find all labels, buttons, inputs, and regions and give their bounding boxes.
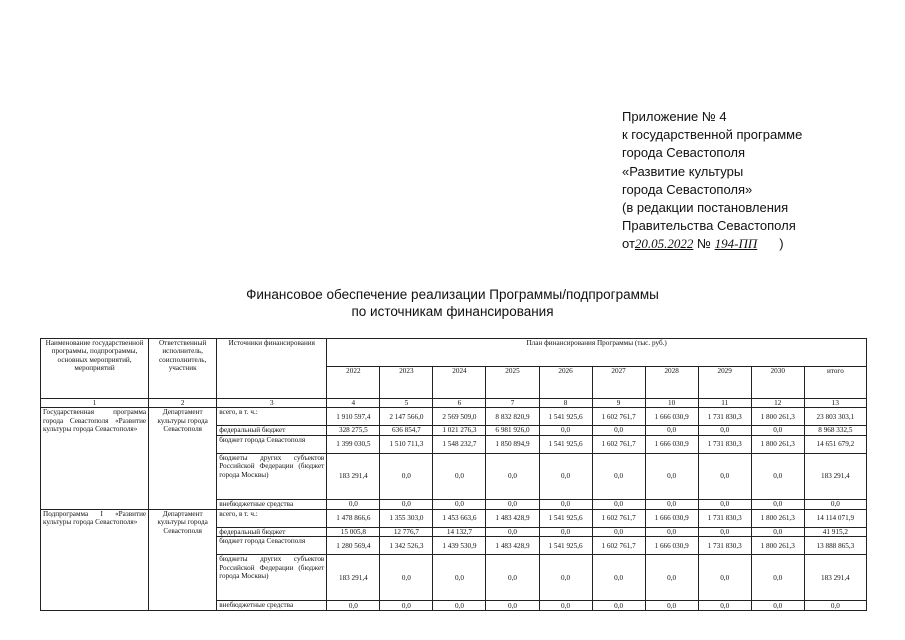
funding-source: всего, в т. ч.: (217, 509, 327, 527)
program-name: Подпрограмма I «Развитие культуры города Севастополя» (41, 509, 149, 610)
total-cell: 0,0 (804, 499, 866, 509)
value-cell: 1 541 925,6 (539, 509, 592, 527)
table-row (41, 509, 867, 527)
value-cell: 1 850 894,9 (486, 435, 539, 453)
funding-source: внебюджетные средства (217, 499, 327, 509)
value-cell: 0,0 (645, 555, 698, 601)
value-cell: 1 910 597,4 (327, 408, 380, 426)
value-cell: 0,0 (751, 453, 804, 499)
value-cell: 1 548 232,7 (433, 435, 486, 453)
value-cell: 0,0 (698, 499, 751, 509)
value-cell: 0,0 (592, 453, 645, 499)
appendix-line: Правительства Севастополя (622, 218, 796, 234)
table-row (41, 408, 867, 426)
value-cell: 0,0 (433, 601, 486, 611)
value-cell: 1 731 830,3 (698, 408, 751, 426)
date-prefix: от (622, 236, 635, 252)
header-year: 2022 (327, 367, 380, 399)
resolution-date-line (622, 235, 802, 253)
value-cell: 12 776,7 (380, 527, 433, 536)
header-year: 2024 (433, 367, 486, 399)
value-cell: 0,0 (380, 555, 433, 601)
value-cell: 1 666 030,9 (645, 408, 698, 426)
funding-source: федеральный бюджет (217, 527, 327, 536)
funding-source: бюджет города Севастополя (217, 435, 327, 453)
column-index: 5 (380, 399, 433, 408)
value-cell: 14 132,7 (433, 527, 486, 536)
column-index: 1 (41, 399, 149, 408)
value-cell: 0,0 (539, 555, 592, 601)
header-year: 2028 (645, 367, 698, 399)
value-cell: 0,0 (698, 426, 751, 435)
value-cell: 1 602 761,7 (592, 435, 645, 453)
value-cell: 1 478 866,6 (327, 509, 380, 527)
value-cell: 183 291,4 (327, 453, 380, 499)
header-year: 2029 (698, 367, 751, 399)
column-index: 13 (804, 399, 866, 408)
column-index: 11 (698, 399, 751, 408)
appendix-line: к государственной программе (622, 127, 803, 143)
total-cell: 41 915,2 (804, 527, 866, 536)
appendix-line: Приложение № 4 (622, 109, 727, 124)
value-cell: 0,0 (592, 527, 645, 536)
value-cell: 1 439 530,9 (433, 537, 486, 555)
value-cell: 1 510 711,3 (380, 435, 433, 453)
value-cell: 0,0 (751, 527, 804, 536)
value-cell: 0,0 (645, 426, 698, 435)
value-cell: 8 832 820,9 (486, 408, 539, 426)
program-name: Государственная программа города Севастополя «Развитие культуры города Севастополя» (41, 408, 149, 509)
value-cell: 0,0 (751, 426, 804, 435)
value-cell: 636 854,7 (380, 426, 433, 435)
header-year: 2025 (486, 367, 539, 399)
column-index: 2 (149, 399, 217, 408)
value-cell: 0,0 (698, 453, 751, 499)
value-cell: 0,0 (433, 555, 486, 601)
value-cell: 0,0 (645, 499, 698, 509)
funding-source: бюджеты других субъектов Российской Федерации (бюджет города Москвы) (217, 453, 327, 499)
value-cell: 1 541 925,6 (539, 408, 592, 426)
appendix-line: (в редакции постановления (622, 200, 789, 216)
value-cell: 1 731 830,3 (698, 435, 751, 453)
funding-source: бюджет города Севастополя (217, 537, 327, 555)
header-year: 2023 (380, 367, 433, 399)
value-cell: 1 399 030,5 (327, 435, 380, 453)
header-year: 2026 (539, 367, 592, 399)
value-cell: 1 021 276,3 (433, 426, 486, 435)
number-prefix: № (697, 236, 711, 252)
total-cell: 8 968 332,5 (804, 426, 866, 435)
close-paren: ) (779, 236, 784, 252)
appendix-line: города Севастополя (622, 145, 746, 161)
value-cell: 0,0 (751, 601, 804, 611)
total-cell: 14 114 071,9 (804, 509, 866, 527)
value-cell: 1 342 526,3 (380, 537, 433, 555)
value-cell: 1 602 761,7 (592, 408, 645, 426)
header-plan: План финансирования Программы (тыс. руб.) (327, 339, 867, 367)
value-cell: 0,0 (645, 601, 698, 611)
value-cell: 0,0 (539, 601, 592, 611)
value-cell: 2 569 509,0 (433, 408, 486, 426)
funding-source: внебюджетные средства (217, 601, 327, 611)
appendix-line: «Развитие культуры (622, 163, 744, 179)
column-index: 3 (217, 399, 327, 408)
header-year: 2030 (751, 367, 804, 399)
header-executor: Ответственный исполнитель, соисполнитель, участник (149, 339, 217, 399)
total-cell: 14 651 679,2 (804, 435, 866, 453)
value-cell: 0,0 (380, 453, 433, 499)
header-name: Наименование государственной программы, подпрограммы, основных мероприятий, мероприятий (41, 339, 149, 399)
handwritten-number: 194-ПП (714, 236, 758, 252)
column-index: 8 (539, 399, 592, 408)
value-cell: 15 005,8 (327, 527, 380, 536)
value-cell: 6 981 926,0 (486, 426, 539, 435)
value-cell: 0,0 (645, 453, 698, 499)
title-line-1: Финансовое обеспечение реализации Программы/подпрограммы (246, 287, 659, 302)
total-cell: 0,0 (804, 601, 866, 611)
appendix-header (622, 108, 802, 254)
value-cell: 0,0 (592, 601, 645, 611)
value-cell: 0,0 (380, 499, 433, 509)
column-index: 6 (433, 399, 486, 408)
funding-source: всего, в т. ч.: (217, 408, 327, 426)
value-cell: 183 291,4 (327, 555, 380, 601)
value-cell: 2 147 566,0 (380, 408, 433, 426)
value-cell: 0,0 (592, 555, 645, 601)
value-cell: 1 355 303,0 (380, 509, 433, 527)
title-line-2: по источникам финансирования (351, 304, 554, 319)
value-cell: 1 731 830,3 (698, 537, 751, 555)
value-cell: 0,0 (539, 426, 592, 435)
value-cell: 0,0 (486, 499, 539, 509)
column-index: 7 (486, 399, 539, 408)
value-cell: 0,0 (486, 527, 539, 536)
total-cell: 183 291,4 (804, 453, 866, 499)
value-cell: 1 666 030,9 (645, 537, 698, 555)
header-total: итого (804, 367, 866, 399)
value-cell: 0,0 (486, 453, 539, 499)
value-cell: 0,0 (539, 499, 592, 509)
total-cell: 23 803 303,1 (804, 408, 866, 426)
value-cell: 0,0 (751, 499, 804, 509)
value-cell: 0,0 (698, 527, 751, 536)
column-index: 12 (751, 399, 804, 408)
column-index: 10 (645, 399, 698, 408)
value-cell: 1 800 261,3 (751, 509, 804, 527)
column-index: 4 (327, 399, 380, 408)
value-cell: 0,0 (592, 499, 645, 509)
value-cell: 1 602 761,7 (592, 509, 645, 527)
value-cell: 0,0 (433, 453, 486, 499)
value-cell: 0,0 (698, 601, 751, 611)
value-cell: 1 280 569,4 (327, 537, 380, 555)
value-cell: 1 602 761,7 (592, 537, 645, 555)
value-cell: 0,0 (751, 555, 804, 601)
value-cell: 1 800 261,3 (751, 408, 804, 426)
value-cell: 0,0 (486, 555, 539, 601)
document-title (180, 286, 725, 320)
header-year: 2027 (592, 367, 645, 399)
value-cell: 0,0 (433, 499, 486, 509)
financing-table (40, 338, 867, 611)
funding-source: бюджеты других субъектов Российской Федерации (бюджет города Москвы) (217, 555, 327, 601)
responsible-executor: Департамент культуры города Севастополя (149, 509, 217, 610)
value-cell: 1 666 030,9 (645, 509, 698, 527)
value-cell: 1 541 925,6 (539, 537, 592, 555)
value-cell: 0,0 (380, 601, 433, 611)
column-index-row (41, 399, 867, 408)
value-cell: 0,0 (539, 527, 592, 536)
value-cell: 1 483 428,9 (486, 509, 539, 527)
funding-source: федеральный бюджет (217, 426, 327, 435)
value-cell: 1 483 428,9 (486, 537, 539, 555)
header-source: Источники финансирования (217, 339, 327, 399)
value-cell: 1 666 030,9 (645, 435, 698, 453)
total-cell: 183 291,4 (804, 555, 866, 601)
total-cell: 13 888 865,3 (804, 537, 866, 555)
value-cell: 0,0 (698, 555, 751, 601)
appendix-line: города Севастополя» (622, 181, 753, 197)
value-cell: 0,0 (539, 453, 592, 499)
value-cell: 1 731 830,3 (698, 509, 751, 527)
column-index: 9 (592, 399, 645, 408)
value-cell: 0,0 (327, 601, 380, 611)
value-cell: 1 800 261,3 (751, 435, 804, 453)
value-cell: 0,0 (645, 527, 698, 536)
value-cell: 1 453 663,6 (433, 509, 486, 527)
value-cell: 1 541 925,6 (539, 435, 592, 453)
value-cell: 328 275,5 (327, 426, 380, 435)
value-cell: 1 800 261,3 (751, 537, 804, 555)
program-blocks (41, 408, 867, 611)
value-cell: 0,0 (486, 601, 539, 611)
value-cell: 0,0 (327, 499, 380, 509)
responsible-executor: Департамент культуры города Севастополя (149, 408, 217, 509)
value-cell: 0,0 (592, 426, 645, 435)
handwritten-date: 20.05.2022 (634, 236, 694, 252)
